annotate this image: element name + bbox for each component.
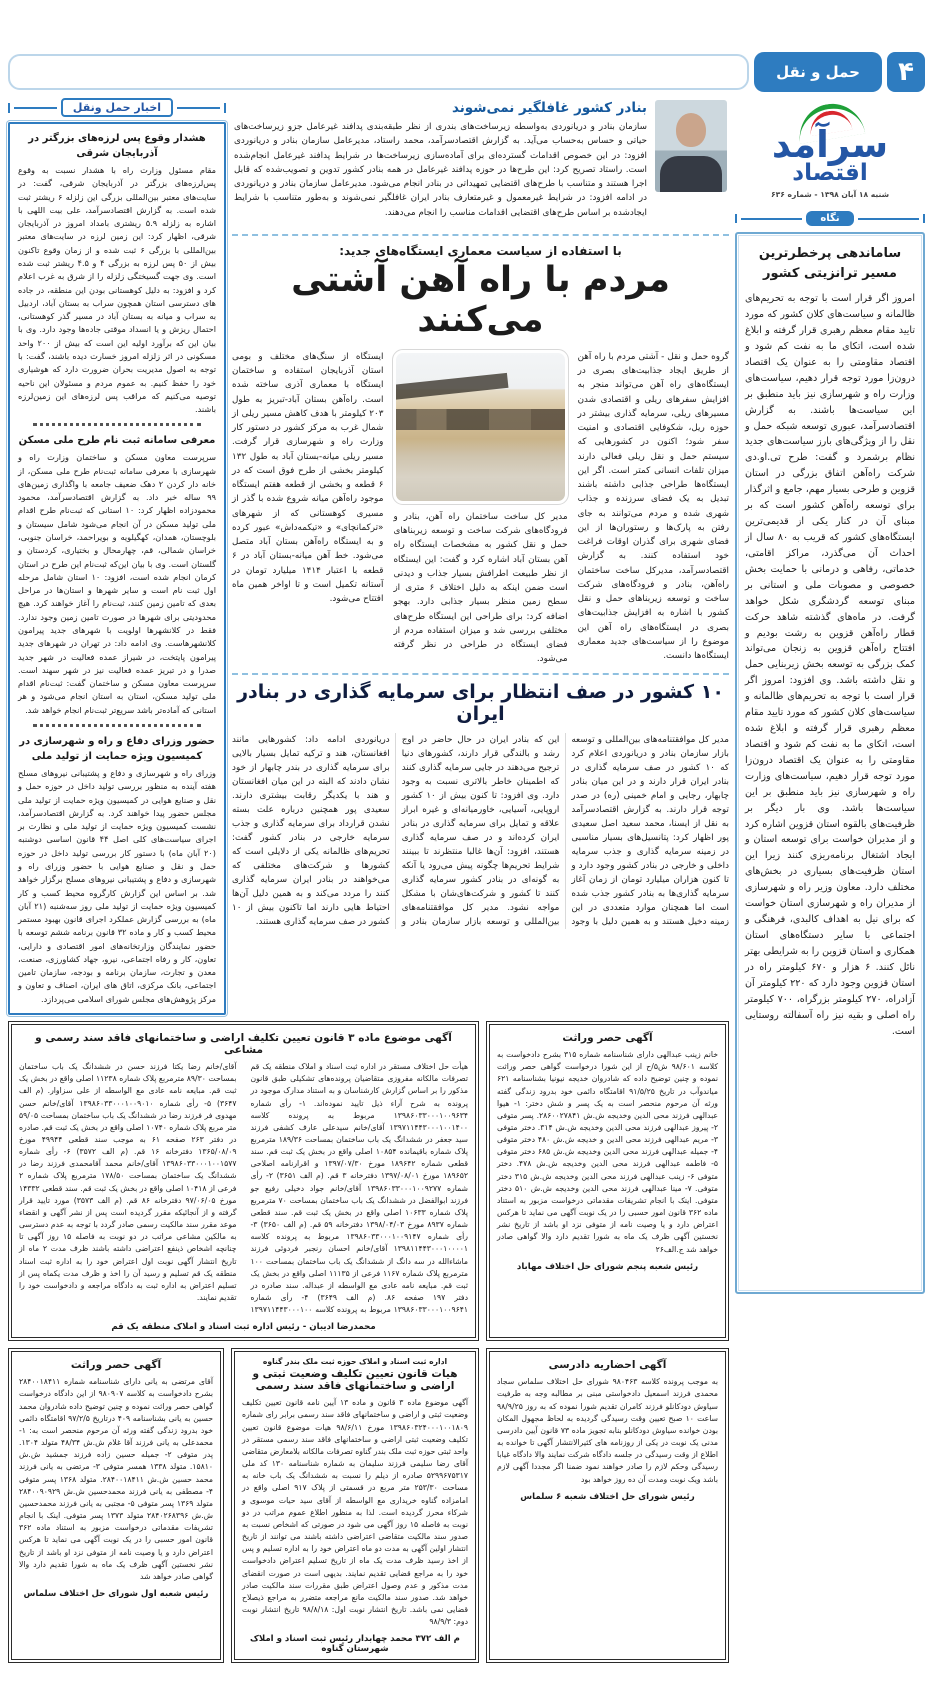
legal-notice-mahabad xyxy=(486,1021,729,1341)
sidebar-header xyxy=(8,98,226,117)
newspaper-logo xyxy=(735,96,925,201)
legal-notice-body: هیأت حل اختلاف مستقر در اداره ثبت اسناد و املاک منطقه یک قم تصرفات مالکانه مفروزی متقاضیان پرونده‌های تشکیلی طبق قانون مذکور را بر اساس گزارش کارشناسان و به استناد مدارک موجود در پرونده به شرح آراء ذیل تایید نموده‌اند. ۱- رأی شماره ۱۳۹۸۶۰۳۳۰۰۰۱۰۰۹۶۳۴ مربوط به پرونده کلاسه ۱۳۹۷۱۱۴۴۳۰۰۰۱۰۰۱۴۰۰ آقای/خانم سیدعلی عارف کشفی فرزند سید جعفر در ششدانگ یک باب ساختمان بمساحت ۱۸۹/۳۶ مترمربع پلاک شماره باقیمانده ۱۰۸۵۴ اصلی واقع در بخش یک ثبت قم. سند قطعی شماره ۱۸۹۶۴۲ مورخ ۱۳۹۷/۰۷/۳۰ و اقرارنامه اصلاحی ۱۸۹۶۵۲ مورخ ۱۳۹۷/۰۸/۰۱ دفترخانه ۳ قم. (م الف ۳۶۵۱) ۲- رأی شماره ۱۳۹۸۶۰۳۳۰۰۰۱۰۰۹۲۷۷ آقای/خانم جواد دخیلی رفیع جو فرزند ابوالفضل در ششدانگ یک باب ساختمان بمساحت ۷۰ مترمربع پلاک شماره ۱۰۶۳۳ اصلی واقع در بخش یک ثبت قم. سند قطعی شماره ۸۹۳۷ مورخ ۱۳۹۸/۰۴/۰۳ دفترخانه ۵۹ قم. (م الف ۳۶۵۰) ۳- رأی شماره ۱۳۹۸۶۰۳۳۰۰۰۱۰۰۹۱۴۷ مربوط به پرونده کلاسه ۱۳۹۸۱۱۴۴۳۰۰۰۱۰۰۰۰۱ آقای/خانم احسان رنجبر فردوئی فرزند ماشاءالله در سه دانگ از ششدانگ یک باب ساختمان بمساحت ۱۰۰ مترمربع پلاک شماره ۱۱۶۷ فرعی از ۱۱۱۳۵ اصلی واقع در بخش یک ثبت قم. مبایعه نامه عادی مع الواسطه از عبداله. سند صادره در دفتر ۱۹۷ صفحه ۸۶. (م الف ۳۶۴۹) ۴- رأی شماره ۱۳۹۸۶۰۳۳۰۰۰۱۰۰۹۶۴۱ مربوط به پرونده کلاسه ۱۳۹۷۱۱۴۴۳۰۰۰۱۰۰ آقای/خانم رضا یکتا فرزند حسن در ششدانگ یک باب ساختمان بمساحت ۸۹/۳۰ مترمربع پلاک شماره ۱۱۲۳۸ اصلی واقع در بخش یک ثبت قم. مبایعه نامه عادی مع الواسطه از علی سزاوار. (م الف ۳۶۴۷) ۵- رأی شماره ۱۳۹۸۶۰۳۳۰۰۰۱۰۰۹۰۱۰ آقای/خانم حسن مهدوی فر فرزند رضا در ششدانگ یک باب ساختمان بمساحت ۵۹/۰۵ متر مربع پلاک شماره ۱۰۷۴۰ اصلی واقع در بخش یک ثبت قم. صادره در دفتر ۲۶۳ صفحه ۶۱ به موجب سند قطعی ۴۹۹۴۴ مورخ ۱۳۶۵/۰۸/۰۹ دفترخانه ۱۶ قم. (م الف ۳۵۷۲) ۶- رأی شماره ۱۳۹۸۶۰۳۳۰۰۰۱۰۰۱۵۷۷ آقای/خانم محمد آقامحمدی فرزند رضا در ششدانگ یک ساختمان بمساحت ۱۷۸/۵۰ مترمربع پلاک شماره ۲ فرعی از ۱۰۴۱۸ اصلی واقع در بخش یک ثبت قم. سند قطعی ۱۴۳۳۲ مورخ ۹۷/۰۶/۰۵ دفترخانه ۸۶ قم. (م الف ۳۵۷۳) مورد تایید قرار گرفته و از آنجائیکه مقرر گردیده است پس از نشر آگهی و انقضاء موعد مقرر سند مالکیت رسمی صادر گردد با توجه به عدم دسترسی به مالکین مشاعی مراتب در دو نوبت به فاصله ۱۵ روز آگهی تا چنانچه اشخاص ذینفع اعتراضی داشته باشند ظرف مدت ۲ ماه از تاریخ انتشار آگهی نوبت اول اعتراض خود را به اداره ثبت اسناد منطقه یک قم تسلیم و رسید آن را اخذ و ظرف مدت یکماه پس از تسلیم اعتراض به اداره ثبت به دادگاه مراجعه و دادخواست خود را تقدیم نمایند. xyxy=(19,1062,469,1315)
ports-alert-title: بنادر کشور غافلگیر نمی‌شوند xyxy=(451,100,647,116)
legal-notices-area xyxy=(8,1021,729,1663)
legal-notice-salmas-heirs xyxy=(8,1348,224,1663)
rule-line xyxy=(14,107,57,109)
rule-tick xyxy=(735,214,737,223)
negah-article xyxy=(735,232,925,1294)
dotted-separator xyxy=(33,724,201,727)
header-strip xyxy=(8,54,749,90)
legal-notice-body: به موجب پرونده کلاسه ۹۸۰۴۶۳ شورای حل اختلاف سلماس سجاد محمدی فرزند اسمعیل دادخواستی مبنی بر مطالبه وجه به طرفیت سیاوش دودکانلو فرزند کامران تقدیم شورا نموده که به روز ۹۸/۹/۲۵ ساعت ۱۰ صبح تعیین وقت رسیدگی گردیده به لحاظ مجهول المکان بودن خوانده سیاوش دودکانلو بنابه تجویز ماده ۷۳ قانون آیین دادرسی مدنی یک نوبت در یکی از روزنامه های کثیرالانتشار آگهی تا خوانده به اطلاع از وقت رسیدگی در جلسه دادگاه شرکت نمایند والا دادگاه غیابا رسیدگی وحکم لازم را صادر خواهند نمود ضمنا اگر مجددا آگهی لازم باشد ویک نوبت ومدت آن ده روز خواهد بود xyxy=(497,1377,718,1484)
sidebar-news-box xyxy=(8,122,226,1015)
legal-notice-signature: م الف ۳۷۲ محمد چهابدار رئیس ثبت اسناد و املاک شهرستان گناوه xyxy=(250,1634,460,1655)
legal-notice-salmas-court xyxy=(486,1348,729,1663)
railway-text-right: گروه حمل و نقل - آشتی مردم با راه آهن از طریق ایجاد جذابیت‌های بصری در ایستگاه‌های راه آهن می‌تواند منجر به افزایش سفرهای ریلی و اقتصادی شدن مسیرهای ریلی، سرمایه گذاری بیشتر در حوزه ریل، شکوفایی اقتصادی و امنیت سفر شود؛ اکنون در کشورهایی که سیستم حمل و نقل ریلی فعالی دارند میزان تلفات انسانی کمتر است. اگر این ایستگاه‌ها طراحی جذابی داشته باشند تبدیل به یک فضای سرزنده و جذاب شهری شده و مردم می‌توانند به جای رفتن به پارک‌ها و رستوران‌ها از این فضای شهری برای گذران اوقات فراغت خود استفاده کنند. به گزارش اقتصادسرآمد، مدیرکل ساخت ساختمان راه‌آهن، بنادر و فرودگاه‌های شرکت ساخت و توسعه زیربناهای حمل و نقل کشور با اشاره به افزایش جذابیت‌های بصری در ایستگاه‌های راه آهن این موضوع را از سیاست‌های جدید معماری ایستگاه‌ها دانست. xyxy=(577,351,729,661)
negah-article-body: امروز اگر قرار است با توجه به تحریم‌های ظالمانه و سیاست‌های کلان کشور که مورد تایید مقام معظم رهبری قرار گرفته و ابلاغ شده است، اتکای ما به نفت کم شود و اقتصاد مقاومتی را به عنوان یک اقتصاد درون‌زا مورد توجه قرار دهیم، سیاست‌های وزارت راه و شهرسازی نیز باید منطبق بر این سیاست‌ها باشند. به گزارش اقتصادسرآمد، عبوری توسعه شبکه حمل و نقل را از ویژگی‌های بارز سیاست‌های جدید نظام برشمرد و گفت: طرح تی.او.دی شرکت راه‌آهن اتفاق بزرگی در استان قزوین و طرحی بسیار مهم، جامع و اثرگذار برای توسعه راه‌آهن کشور است که بر مبنای آن در کنار یکی از قدیمی‌ترین ایستگاه‌های کشور که قریب به ۸۰ سال از احداث آن می‌گذرد، مراکز اقامتی، خدماتی، رفاهی و درمانی با حمایت بخش خصوصی و مصوبات ملی و استانی بر مبنای توسعه گردشگری شکل خواهد گرفت. در ماه‌های گذشته شاهد حرکت قطار راه‌آهن قزوین به رشت بودیم و افتتاح راه‌آهن قزوین به زنجان می‌تواند کمک بزرگی به توسعه بخش زیربنایی حمل و نقل داشته باشد. وی افزود: امروز اگر قرار است با توجه به تحریم‌های ظالمانه و سیاست‌های کلان کشور که مورد تایید مقام معظم رهبری قرار گرفته و ابلاغ شده است، اتکای ما به نفت کم شود و اقتصاد مقاومتی را به عنوان یک اقتصاد درون‌زا مورد توجه قرار دهیم، سیاست‌های وزارت راه و شهرسازی نیز باید منطبق بر این سیاست‌ها باشد. وی بار دیگر بر ظرفیت‌های بالقوه استان قزوین اشاره کرد و از مدیران خواست برای توسعه استان و ایجاد اشتغال برنامه‌ریزی کنند زیرا این استان ظرفیت‌های بسیاری در بخش‌های مختلف دارد. معاون وزیر راه و شهرسازی از مدیران راه و شهرسازی استان خواست که برای نیل به اهداف کالبدی، فرهنگی و اجتماعی با سایر دستگاه‌های استان همکاری و استان قزوین را به شرایطی بهتر نائل کنند. ۶ هزار و ۶۷۰ کیلومتر راه در استان قزوین وجود دارد که ۲۲۰ کیلومتر آن آزادراه، ۲۷۰ کیلومتر بزرگراه، ۷۰۰ کیلومتر راه اصلی و بقیه نیز راه آسفالته روستایی است. xyxy=(745,293,915,1037)
news-item-title: هشدار وقوع پس لرزه‌های بزرگتر در آذربایجان شرقی xyxy=(28,133,206,159)
legal-notice-title: آگهی حصر وراثت xyxy=(70,1359,162,1372)
legal-notice-body: آگهی موضوع ماده ۳ قانون و ماده ۱۳ آیین نامه قانون تعیین تکلیف وضعیت ثبتی و اراضی و ساختمانهای فاقد سند رسمی برابر رای شماره ۱۳۹۸۶۰۳۲۴۰۰۰۱۰۰۱۸۰۹ مورخ ۹۸/۶/۱۱ هیات موضوع قانون تعیین تکلیف وضعیت ثبتی اراضی و ساختمانهای فاقد سند رسمی مستقر در واحد ثبتی حوزه ثبت ملک بندر گناوه تصرفات مالکانه بلامعارض متقاضی آقای رضا سلیمی فرزند سلیمان به شماره شناسنامه ۱۳۰ کد ملی ۵۲۹۹۶۷۵۳۱۷ صادره از دیلم را نسبت به ششدانگ یک باب خانه به مساحت ۲۵۳/۳۰ متر مربع در قسمتی از پلاک ۹۱۷ اصلی واقع در امامزاده گناوه خریداری مع الواسطه از آقای سید حیات موسوی و شرکاء محرز گردیده است. لذا به منظور اطلاع عموم مراتب در دو نوبت به فاصله ۱۵ روز آگهی می شود در صورتی که اشخاص نسبت به صدور سند مالکیت متقاضی اعتراضی داشته باشند می توانند از تاریخ انتشار اولین آگهی به مدت دو ماه اعتراض خود را به اداره تسلیم و پس از اخذ رسید ظرف مدت یک ماه از تاریخ تسلیم اعتراض دادخواست خود را به مراجع قضایی تقدیم نمایند. بدیهی است در صورت انقضای مدت مذکور و عدم وصول اعتراض طبق مقررات سند مالکیت صادر خواهد شد. صدور سند مالکیت مانع مراجعه متضرر به مراجع ذیصلاح قضایی نمی باشد. تاریخ انتشار نوبت اول: ۹۸/۸/۱۸ تاریخ انتشار نوبت دوم: ۹۸/۹/۳ xyxy=(241,1398,469,1627)
news-item-body: وزرای راه و شهرسازی و دفاع و پشتیبانی نیروهای مسلح هفته آینده به منظور بررسی تولید داخل در حوزه حمل و نقل و صنایع هوایی در کمیسیون ویژه حمایت از تولید ملی مجلس حضور پیدا خواهند کرد. به گزارش اقتصادسرآمد، نشست کمیسیون ویژه حمایت از تولید ملی و نظارت بر اجرای سیاست‌های کلی اصل ۴۴ قانون اساسی دوشنبه (۲۰ آبان ماه) با دستور کار بررسی تولید داخل در حوزه حمل و نقل و صنایع هوایی با حضور وزرای راه و شهرسازی و دفاع و پشتیبانی نیروهای مسلح برگزار خواهد شد. بر اساس این گزارش کارگروه محیط کسب و کار کمیسیون ویژه حمایت از تولید ملی روز سه‌شنبه (۲۱ آبان ماه) به بررسی گزارش عملکرد اجرای قانون بهبود مستمر محیط کسب و کار و ماده ۳۲ قانون برنامه ششم توسعه با حضور نمایندگان وزارتخانه‌های امور اقتصادی و دارایی، تعاون، کار و رفاه اجتماعی، نیرو، جهاد کشاورزی، صنعت، معدن و تجارت، سازمان برنامه و بودجه، سازمان تامین اجتماعی، بانک مرکزی، اتاق های ایران، اصناف و تعاون و مرکز پژوهش‌های مجلس شورای اسلامی می‌پردازد. xyxy=(18,767,216,1004)
railway-column-middle xyxy=(393,350,567,667)
legal-notice-title: آگهی حصر وراثت xyxy=(562,1032,653,1045)
dashed-separator xyxy=(232,673,729,675)
dotted-separator xyxy=(33,423,201,426)
section-title: حمل و نقل xyxy=(754,52,882,92)
negah-article-title: ساماندهی پرخطرترین مسیر ترانزیتی کشور xyxy=(758,246,902,281)
railway-kicker: با استفاده از سیاست معماری ایستگاه‌های جدید: xyxy=(339,243,622,258)
rule-line xyxy=(741,218,802,220)
ports-alert-article xyxy=(232,98,729,228)
news-item-body: سرپرست معاون مسکن و ساختمان وزارت راه و شهرسازی با معرفی سامانه ثبت‌نام طرح ملی مسکن، از خانه دار کردن ۲ دهک ضعیف جامعه با واگذاری زمین‌های ۹۹ ساله خبر داد. به گزارش اقتصادسرآمد، محمود محمودزاده اظهار کرد: ۱۰ استانی که ثبت‌نام طرح اقدام ملی تولید مسکن در آن انجام می‌شود شامل سیستان و بلوچستان، همدان، کهگیلویه و بویراحمد، خراسان جنوبی، خراسان شمالی، قم، چهارمحال و بختیاری، کردستان و گلستان است. وی با بیان این‌که ثبت‌نام این طرح در استان کرمان انجام شده است، افزود: ۱۰ استان شامل مرحله اول ثبت نام است و سایر شهرها و استان‌ها در مراحل بعدی که تامین زمین کنند، ثبت‌نام را آغاز خواهند کرد. هیچ محدودیتی برای شهرها در صورت تامین زمین وجود ندارد. فقط در کلانشهرها اولویت با شهرهای جدید پیرامون کلانشهرهاست. وی ادامه داد: در تهران در شهرهای جدید پیرامون پایتخت، در شیراز عمده فعالیت در شهر جدید صدرا و در تبریز عمده فعالیت نیز در شهر سهند است. سرپرست معاون مسکن و ساختمان گفت: ثبت‌نام اقدام ملی تولید مسکن، استان به استان انجام می‌شود و هر استانی که آماده‌تر باشد سریع‌تر ثبت‌نام انجام خواهد شد. xyxy=(18,452,216,715)
railway-text-middle: مدیر کل ساخت ساختمان راه آهن، بنادر و فرودگاه‌های شرکت ساخت و توسعه زیربناهای حمل و نقل کشور به مشخصات ایستگاه راه آهن بستان آباد اشاره کرد و گفت: این ایستگاه از نظر طبیعت اطرافش بسیار جذاب و دیدنی است ضمن اینکه به دلیل اختلاف ۶ متری از سطح زمین منظر بسیار جذابی دارد. بهجو اضافه کرد: برای طراحی این ایستگاه طرح‌های مختلفی بررسی شد و میزان استفاده مردم از فضای ایستگاه در طراحی در نظر گرفته می‌شود. xyxy=(393,511,568,665)
invest-headline: ۱۰ کشور در صف انتظار برای سرمایه گذاری در بنادر ایران xyxy=(237,680,724,725)
sidebar-header-label: اخبار حمل ونقل xyxy=(61,98,173,117)
left-column xyxy=(8,96,226,1015)
railway-column-left xyxy=(232,350,383,667)
news-item xyxy=(18,131,216,416)
railway-text-left: ایستگاه از سنگ‌های مختلف و بومی استان آذربایجان استفاده و ساختمان ایستگاه با معماری آذری ساخته شده است. راه‌آهن بستان آباد-تبریز به طول ۲۰۳ کیلومتر با هدف کاهش مسیر ریلی از شمال غرب به مرکز کشور در دستور کار وزارت راه و شهرسازی قرار گرفت. مسیر ریلی میانه-بستان آباد به طول ۱۳۲ کیلومتر بخشی از طرح فوق است که در ۶ قطعه و بخشی از قطعه هفتم ایستگاه موجود راه‌آهن میانه شروع شده با گذر از مسیری کوهستانی که از شهرهای «ترکمانچای» و «تیکمه‌داش» عبور کرده و به ایستگاه راه‌آهن بستان آباد متصل می‌شود. خط آهن میانه-بستان آباد در ۶ قطعه با اعتبار ۱۴۱۴ میلیارد تومان در آستانه تکمیل است و تا اواخر همین ماه افتتاح می‌شود. xyxy=(232,351,384,604)
negah-section-header xyxy=(735,211,925,226)
railway-station-photo xyxy=(393,350,567,504)
invest-body: مدیر کل موافقتنامه‌های بین‌المللی و توسعه بازار سازمان بنادر و دریانوردی اعلام کرد که ۱۰ کشور در صف سرمایه گذاری در بنادر ایران قرار دارند و در این میان بنادر چابهار، رجایی و امام خمینی (ره) در صدر توجه قرار دارند. به گزارش اقتصادسرآمد به نقل از ایسنا، محمد سعید اصل سعیدی پور اظهار کرد: پتانسیل‌های بسیار مناسبی در زمینه سرمایه گذاری و جذب سرمایه داخلی و خارجی در بنادر کشور وجود دارد و تا کنون هزاران میلیارد تومان از زمان آغاز سرمایه گذاری‌ها به بنادر کشور جذب شده است اما همچنان موارد متعددی در این زمینه دخیل هستند و به همین دلیل با وجود این که بنادر ایران در حال حاضر در اوج رشد و بالندگی قرار دارند، کشورهای دنیا ترجیح می‌دهند در جایی سرمایه گذاری کنند که اطمینان خاطر بالاتری نسبت به وجود دارد. وی افزود: تا کنون بیش از ۱۰ کشور اروپایی، آسیایی، خاورمیانه‌ای و غیره ابراز علاقه و تمایل برای سرمایه گذاری در بنادر ایران کرده‌اند و در صف سرمایه گذاری هستند، افزود: آن‌ها غالبا منتظرند تا ببینند شرایط تحریم‌ها چگونه پیش می‌رود یا آنکه به گونه‌ای در بنادر کشور سرمایه گذاری کنند تا کشور و شرکت‌های‌شان با مشکل مواجه نشود. مدیر کل موافقتنامه‌های بین‌المللی و توسعه بازار سازمان بنادر و دریانوردی ادامه داد: کشورهایی مانند افغانستان، هند و ترکیه تمایل بسیار بالایی برای سرمایه گذاری در بندر چابهار از خود نشان دادند که البته در این میان افغانستان و هند با یکدیگر رقابت بیشتری دارند. سعیدی پور همچنین درباره علت بسته نشدن قرارداد برای سرمایه گذاری و جذب سرمایه خارجی در بنادر کشور گفت: تحریم‌های ظالمانه یکی از دلایلی است که کشورها و شرکت‌های مختلفی که می‌خواهند در بنادر ایران سرمایه گذاری کنند را مردد می‌کند و به همین دلیل آن‌ها احتیاط هایی دارند اما تاکنون بیش از ۱۰ کشور در صف سرمایه گذاری هستند. xyxy=(232,734,729,928)
rule-tick xyxy=(923,214,925,223)
legal-notice-title: آگهی موضوع ماده ۳ قانون تعیین تکلیف اراضی و ساختمانهای فاقد سند رسمی و مشاعی xyxy=(35,1032,452,1057)
right-column xyxy=(735,96,925,1663)
legal-notice-signature: رئیس شعبه پنجم شورای حل اختلاف مهاباد xyxy=(516,1261,699,1272)
news-item xyxy=(18,734,216,1006)
official-portrait-photo xyxy=(655,100,727,192)
negah-tab: نگاه xyxy=(806,211,853,226)
news-item xyxy=(18,433,216,717)
invest-article xyxy=(232,681,729,930)
rule-tick xyxy=(224,103,226,113)
news-item-body: مقام مسئول وزارت راه با هشدار نسبت به وقوع پس‌لرزه‌های بزرگتر در آذربایجان شرقی، گفت: در سایت‌های معتبر بین‌المللی بزرگی این زلزله ۶ ریشتر ثبت شده است. به گزارش اقتصادسرآمد، علی بیت اللهی با اشاره به زلزله ۵.۹ ریشتری بامداد امروز در آذربایجان شرقی، اظهار کرد: این زمین لرزه در سایت‌های معتبر بین‌المللی با بزرگی ۶ ثبت شده و از زمان وقوع تاکنون بیش از ۵۰ پس لرزه به بزرگی ۴ و ۴.۵ ریشتر ثبت شده است. وی جهت گسیختگی زلزله را از شرق به غرب اعلام کرد و افزود: به دلیل کوهستانی بودن این منطقه، در جاده های دسترسی استان همچون سراب به بستان آباد، اردبیل به سراب و میانه به بستان آباد در مسیر گذر کوهستانی، احتمال ریزش و یا انسداد موقتی جاده‌ها وجود دارد. وی با بیان این که برآورد اولیه این است که بیش از ۲۰۰ واحد مسکونی در اثر زلزله امروز خسارت دیده باشند، گفت: با توجه به اصول مدیریت بحران ضرورت دارد که هوشیاری خود را حفظ کنیم. به عموم مردم و مسئولان این ناحیه توصیه می‌کنیم که مراقب پس لرزه‌های این زمین‌لرزه باشند. xyxy=(18,165,216,415)
logo-word-eghtesad: اقتصاد xyxy=(792,160,868,186)
railway-article xyxy=(232,244,729,667)
ports-alert-body: سازمان بنادر و دریانوردی به‌واسطه زیرساخت‌های بندری از نظر طبقه‌بندی پدافند غیرعامل جزو زیرساخت‌های حیاتی و حساس به‌حساب می‌آید. به گزارش اقتصادسرآمد، محمد راستاد، مدیرعامل سازمان بنادر و دریانوردی افزود: در این خصوص اقدامات گسترده‌ای برای آماده‌سازی زیرساخت‌ها در شرایط پدافند غیرعامل انجام‌شده است. راستاد تصریح کرد: این طرح‌ها در حوزه پدافند غیرعامل در همه بنادر کشور تدوین و تصویب‌شده که قابل اجرا هستند و متناسب با طرح‌های اقتضایی تمهیداتی در بنادر انجام می‌شود. مدیرعامل سازمان بنادر و دریانوردی در ادامه افزود: در شرایط غیرمعمول و غیرمتعارف بنادر ایران غافلگیر نمی‌شوند و به‌طور متناسب با شرایط ایجادشده بر اساس طرح‌های اقتضایی اقدامات مناسب را انجام می‌دهند. xyxy=(234,122,647,218)
news-item-title: معرفی سامانه ثبت نام طرح ملی مسکن xyxy=(18,435,216,447)
news-item-title: حضور وزرای دفاع و راه و شهرسازی در کمیسیون ویژه حمایت از تولید ملی xyxy=(19,735,215,762)
rule-line xyxy=(177,107,220,109)
legal-notice-genaveh xyxy=(231,1348,479,1663)
legal-notice-title: آگهی احضاریه دادرسی xyxy=(548,1359,667,1372)
legal-notice-title: هیات قانون تعیین تکلیف وضعیت ثبتی و اراضی و ساختمانهای فاقد سند رسمی xyxy=(252,1368,458,1393)
legal-notice-signature: رئیس شعبه اول شورای حل اختلاف سلماس xyxy=(23,1588,209,1599)
legal-notice-signature: محمدرضا ادیبان - رئیس اداره ثبت اسناد و املاک منطقه یک قم xyxy=(111,1322,376,1333)
page-header xyxy=(8,52,925,92)
center-column xyxy=(232,96,729,1015)
rule-tick xyxy=(8,103,10,113)
legal-notice-body: خانم زینب عبدالهی دارای شناسنامه شماره ۳۱۵ بشرح دادخواست به کلاسه ۹۸/۶۰۱ ش۵/ح از این شورا درخواست گواهی حصر وراثت نموده و چنین توضیح داده که شادروان خدیجه نیونیا بشناسنامه ۶۲۱ میاندوآب در تاریخ ۹۱/۵/۲۵ اقامتگاه دائمی خود بدرود زندگی گفته ورثه آن مرحوم منحصر است به یک پسر و شش دختر: ۱- هیوا عبدالهی فرزند محی الدین وخدیجه ش.ش ۲۸۶۰۰۲۷۸۴۱. پسر متوفی ۲- پیروز عبدالهی فرزند محی الدین وخدیجه ش.ش ۳۱۴. دختر متوفی ۳- مریم عبدالهی فرزند محی الدین و خدیجه ش.ش ۴۸۰ دختر متوفی ۴- جمیله عبدالهی فرزند محی الدین وخدیجه ش.ش ۶۸۵ دختر متوفی ۵- فاطمه عبدالهی فرزند محی الدین وخدیجه ش.ش ۴۷۸. دختر متوفی ۶- زینب عبدالهی فرزند محی الدین وخدیجه ش.ش ۳۱۵ دختر متوفی. ۷- مینا عبدالهی فرزند محی الدین وخدیجه ش.ش ۵۱۰ دختر متوفی. اینک با انجام تشریفات مقدماتی درخواست مزبور به استناد ماده ۳۶۲ قانون امور حسبی را در یک نوبت آگهی می نماید تا هرکس اعتراض دارد و یا وصیت نامه از متوفی نزد او باشد از تاریخ نشر نخستین آگهی ظرف یک ماه به شورا تقدیم دارد والا گواهی صادر خواهد شد ج.الف۲۶ xyxy=(497,1050,719,1254)
date-line: شنبه ۱۸ آبان ۱۳۹۸ - شماره ۶۳۶ xyxy=(770,190,890,200)
legal-notice-qom xyxy=(8,1021,479,1341)
legal-notice-signature: رئیس شورای حل اختلاف شعبه ۶ سلماس xyxy=(520,1491,695,1502)
logo-word-saramad: سرآمد xyxy=(771,123,889,166)
dashed-separator xyxy=(232,234,729,236)
railway-headline: مردم با راه آهن آشتی می‌کنند xyxy=(291,259,670,340)
railway-column-right xyxy=(578,350,729,667)
legal-notice-office: اداره ثبت اسناد و املاک حوزه ثبت ملک بندر گناوه xyxy=(262,1357,448,1367)
flag-arc-icon xyxy=(793,102,867,126)
legal-notice-body: آقای مرتضی به یانی دارای شناسنامه شماره ۲۸۴۰۰۱۸۴۱۱ بشرح دادخواست به کلاسه ۹۸۰۹۰۷ از این دادگاه درخواست گواهی حصر وراثت نموده و چنین توضیح داده شادروان محمد حسین به یانی بشناسنامه ۴۰۹ درتاریخ ۹۷/۲/۵ اقامتگاه دائمی خود بدرود زندگی گفته ورثه آن مرحوم منحصر است به: ۱- محمدعلی به یانی فرزند آقا غلام ش.ش ۴۸/۳۴ متولد ۱۳۰۴. پدر متوفی ۲- جمیله حسین زاده فرزند جمشید ش.ش ۱۵۸۱۰. متولد ۱۳۳۸ همسر متوفی ۳- مرتضی به یانی فرزند محمد حسین ش.ش ۲۸۴۰۰۱۸۴۱۱. متولد ۱۳۶۸ پسر متوفی ۴- مصطفی به یانی فرزند محمدحسین ش.ش ۲۸۴۰۰۹۰۹۲۹ متولد ۱۳۶۹ پسر متوفی ۵- مجتبی به یانی فرزند محمدحسین ش.ش ۲۸۴۰۲۶۸۳۹۶ متولد ۱۳۷۳ پسر متوفی. اینک با انجام تشریفات مقدماتی درخواست مزبور به استناد ماده ۳۶۲ قانون امور حسبی را در یک نوبت آگهی می نماید تا هرکس اعتراض دارد و یا وصیت نامه از متوفی نزد او باشد از تاریخ نشر نخستین آگهی ظرف یک ماه به شورا تقدیم دارد والا گواهی صادر خواهد شد xyxy=(19,1377,214,1581)
page-number: ۴ xyxy=(887,52,925,92)
rule-line xyxy=(858,218,919,220)
